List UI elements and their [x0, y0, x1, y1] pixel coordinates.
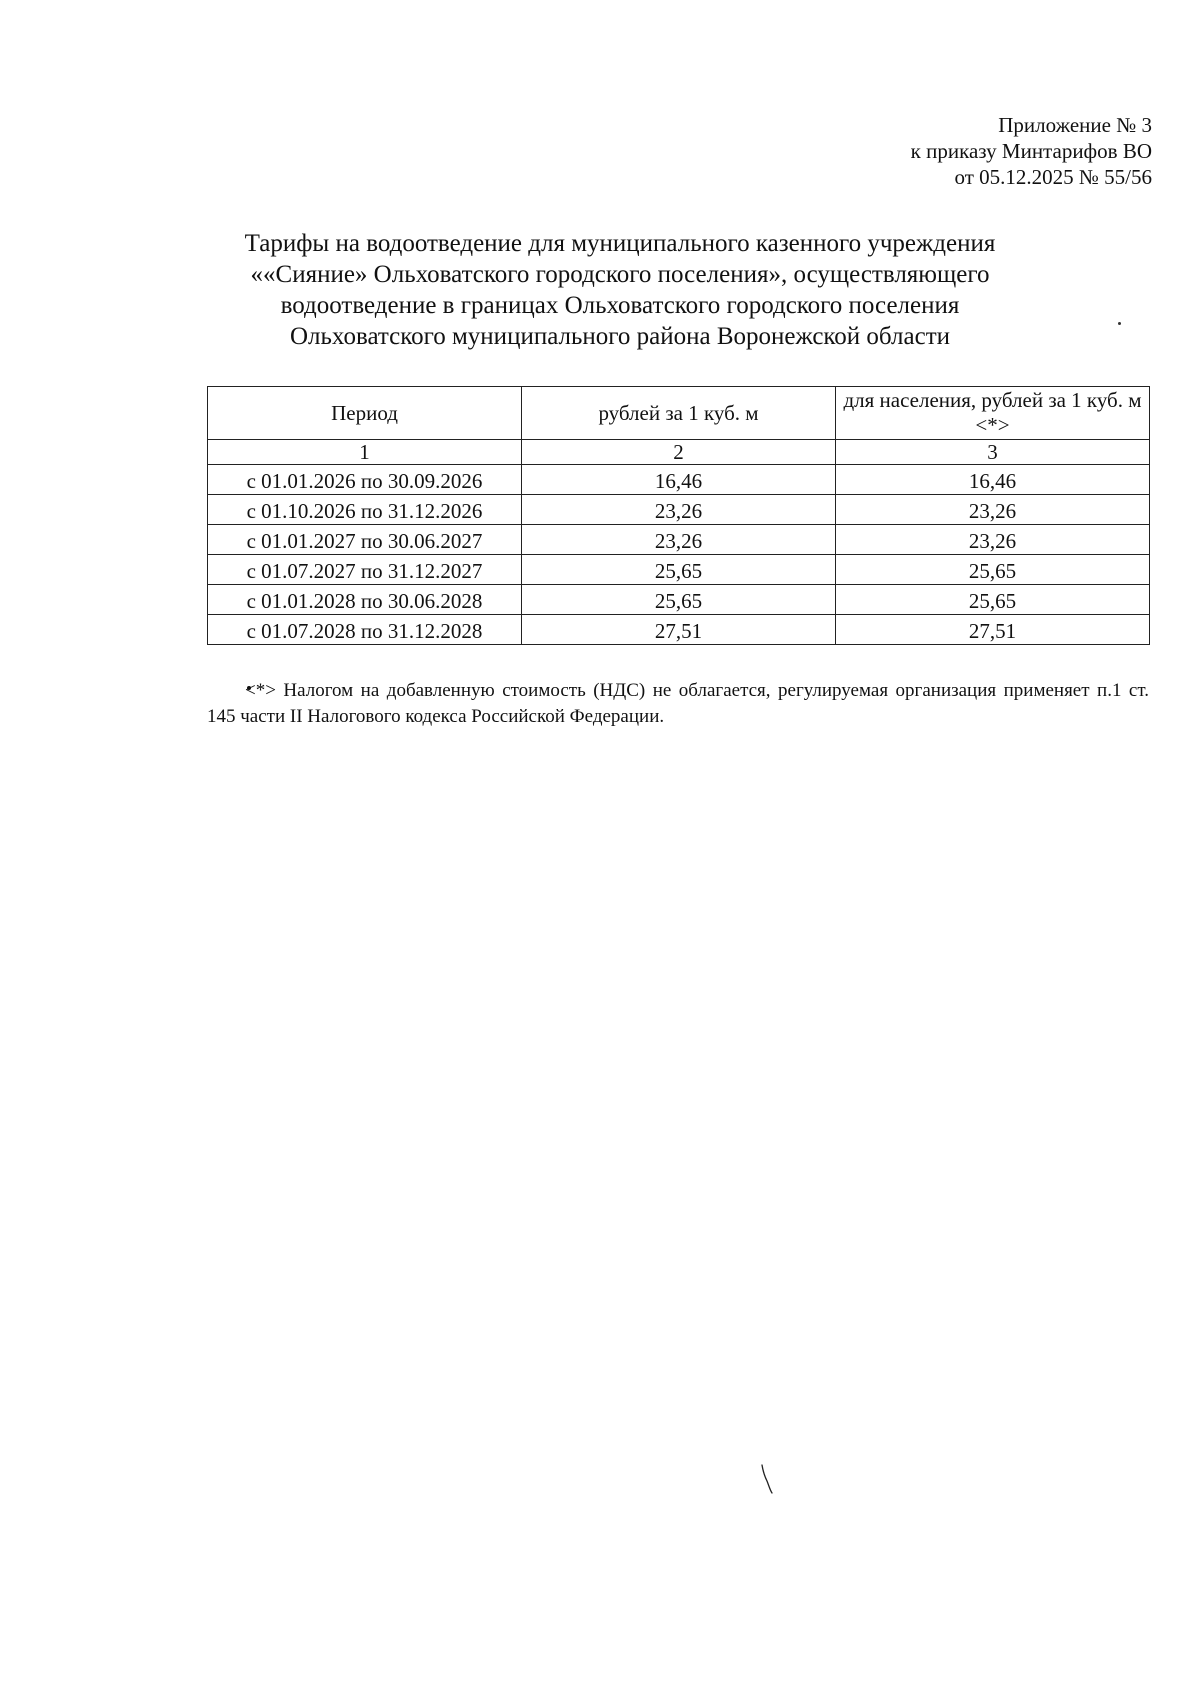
column-number: 3 — [836, 440, 1150, 465]
appendix-order-ref: к приказу Минтарифов ВО — [910, 139, 1152, 163]
header-period: Период — [208, 387, 522, 440]
population-rate-cell: 25,65 — [836, 555, 1150, 585]
rate-cell: 23,26 — [522, 495, 836, 525]
appendix-reference — [911, 112, 1152, 190]
period-cell: с 01.07.2027 по 31.12.2027 — [208, 555, 522, 585]
title-line-1: Тарифы на водоотведение для муниципального казенного учреждения — [244, 230, 996, 257]
column-number: 1 — [208, 440, 522, 465]
table-row — [208, 465, 1150, 495]
rate-cell: 16,46 — [522, 465, 836, 495]
population-rate-cell: 23,26 — [836, 525, 1150, 555]
rate-cell: 25,65 — [522, 585, 836, 615]
period-cell: с 01.01.2027 по 30.06.2027 — [208, 525, 522, 555]
header-rate: рублей за 1 куб. м — [522, 387, 836, 440]
period-cell: с 01.01.2028 по 30.06.2028 — [208, 585, 522, 615]
period-cell: с 01.01.2026 по 30.09.2026 — [208, 465, 522, 495]
rate-cell: 25,65 — [522, 555, 836, 585]
period-cell: с 01.10.2026 по 31.12.2026 — [208, 495, 522, 525]
table-row — [208, 615, 1150, 645]
appendix-order-date: от 05.12.2025 № 55/56 — [954, 165, 1152, 189]
population-rate-cell: 16,46 — [836, 465, 1150, 495]
column-number: 2 — [522, 440, 836, 465]
tariff-table — [207, 386, 1150, 645]
scan-speck — [1118, 322, 1121, 325]
pen-stroke-mark — [760, 1463, 774, 1495]
title-line-3: водоотведение в границах Ольховатского городского поселения — [280, 292, 960, 319]
population-rate-cell: 25,65 — [836, 585, 1150, 615]
title-line-4: Ольховатского муниципального района Воронежской области — [290, 323, 950, 350]
column-number-row — [208, 440, 1150, 465]
footnote: <*> Налогом на добавленную стоимость (НДС) не облагается, регулируемая организация применяет п.1 ст. 145 части II Налогового кодекса Российской Федерации. — [207, 680, 1149, 727]
table-header-row — [208, 387, 1150, 440]
header-population-rate: для населения, рублей за 1 куб. м <*> — [836, 387, 1150, 440]
population-rate-cell: 23,26 — [836, 495, 1150, 525]
table-row — [208, 495, 1150, 525]
period-cell: с 01.07.2028 по 31.12.2028 — [208, 615, 522, 645]
appendix-number: Приложение № 3 — [998, 113, 1152, 137]
population-rate-cell: 27,51 — [836, 615, 1150, 645]
rate-cell: 23,26 — [522, 525, 836, 555]
title-line-2: ««Сияние» Ольховатского городского поселения», осуществляющего — [250, 261, 990, 288]
table-row — [208, 525, 1150, 555]
document-title — [190, 228, 1050, 352]
table-row — [208, 555, 1150, 585]
rate-cell: 27,51 — [522, 615, 836, 645]
table-row — [208, 585, 1150, 615]
